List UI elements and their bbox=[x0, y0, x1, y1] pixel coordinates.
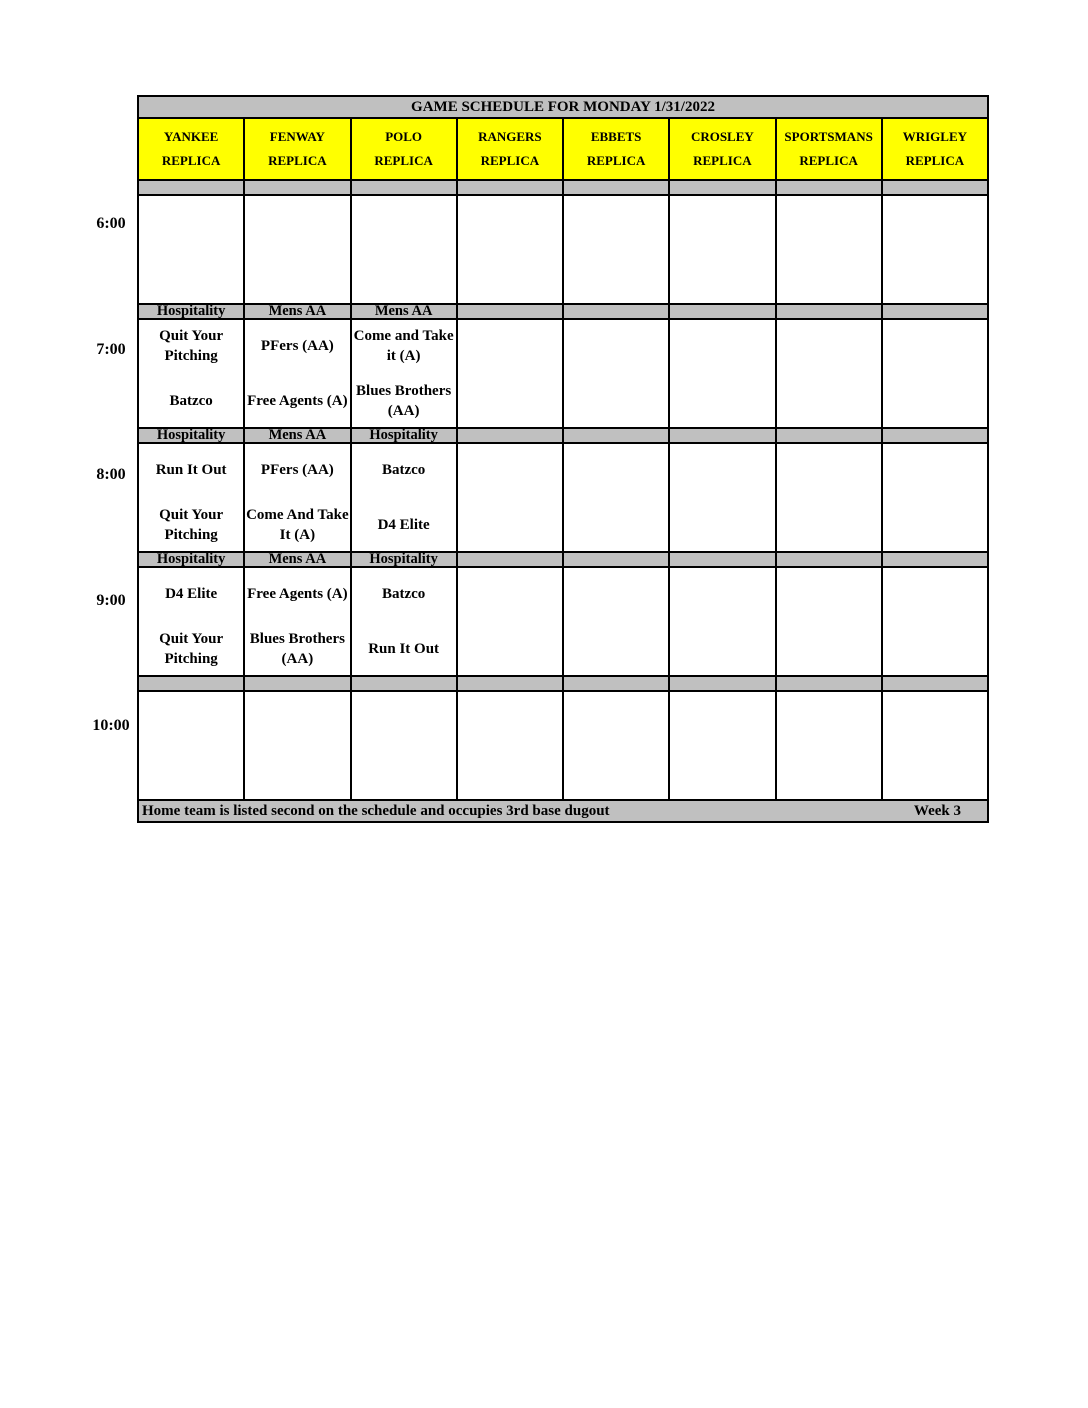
field-name: POLO bbox=[385, 129, 423, 144]
game-cell bbox=[669, 443, 775, 552]
league-label bbox=[776, 304, 882, 319]
game-cell bbox=[457, 443, 563, 552]
footer-note: Home team is listed second on the schedule and occupies 3rd base dugout bbox=[142, 803, 610, 819]
away-team: Free Agents (A) bbox=[247, 586, 348, 602]
home-team: Free Agents (A) bbox=[247, 393, 348, 409]
time-label: 10:00 bbox=[92, 717, 130, 734]
field-header bbox=[457, 118, 563, 180]
game-cell bbox=[138, 567, 244, 676]
field-header bbox=[882, 118, 988, 180]
game-cell bbox=[563, 195, 669, 304]
field-name: FENWAY bbox=[269, 129, 325, 144]
field-type: REPLICA bbox=[268, 153, 327, 168]
game-cell bbox=[457, 567, 563, 676]
game-cell bbox=[351, 319, 457, 428]
time-slot-row bbox=[138, 195, 988, 304]
game-cell bbox=[776, 195, 882, 304]
league-label bbox=[244, 676, 350, 691]
league-label bbox=[669, 304, 775, 319]
time-label: 9:00 bbox=[96, 592, 126, 609]
game-cell bbox=[563, 567, 669, 676]
home-team: Batzco bbox=[169, 393, 213, 409]
home-team: Quit Your Pitching bbox=[159, 631, 224, 667]
away-team: Batzco bbox=[381, 462, 426, 478]
league-label bbox=[882, 676, 988, 691]
game-cell bbox=[669, 319, 775, 428]
league-label: Hospitality bbox=[138, 552, 244, 567]
league-label bbox=[138, 180, 244, 195]
game-cell bbox=[776, 567, 882, 676]
week-label: Week 3 bbox=[913, 803, 961, 819]
game-cell bbox=[457, 195, 563, 304]
field-type: REPLICA bbox=[480, 153, 540, 168]
field-type: REPLICA bbox=[161, 153, 221, 168]
league-label bbox=[457, 180, 563, 195]
league-label bbox=[669, 428, 775, 443]
league-label bbox=[776, 552, 882, 567]
schedule-table bbox=[137, 95, 989, 823]
footer bbox=[138, 800, 988, 822]
field-type: REPLICA bbox=[586, 153, 646, 168]
game-cell bbox=[457, 319, 563, 428]
game-cell bbox=[244, 195, 350, 304]
field-name: RANGERS bbox=[478, 129, 542, 144]
game-cell bbox=[882, 567, 988, 676]
field-name: SPORTSMANS bbox=[784, 129, 873, 144]
away-team: PFers (AA) bbox=[260, 462, 334, 478]
league-label bbox=[351, 180, 457, 195]
game-cell bbox=[244, 443, 350, 552]
league-label: Mens AA bbox=[244, 428, 350, 443]
schedule-title: GAME SCHEDULE FOR MONDAY 1/31/2022 bbox=[138, 96, 988, 118]
field-header bbox=[669, 118, 775, 180]
game-cell bbox=[138, 195, 244, 304]
home-team: D4 Elite bbox=[377, 517, 430, 533]
time-label: 8:00 bbox=[96, 466, 126, 483]
game-cell bbox=[776, 443, 882, 552]
league-label bbox=[776, 180, 882, 195]
league-label bbox=[138, 676, 244, 691]
field-type: REPLICA bbox=[799, 153, 858, 168]
league-label bbox=[882, 552, 988, 567]
home-team: Blues Brothers (AA) bbox=[249, 631, 345, 667]
league-label bbox=[776, 428, 882, 443]
game-cell bbox=[351, 691, 457, 800]
league-label bbox=[669, 552, 775, 567]
league-label: Hospitality bbox=[351, 428, 457, 443]
game-cell bbox=[244, 567, 350, 676]
away-team: D4 Elite bbox=[165, 586, 218, 602]
game-cell bbox=[669, 567, 775, 676]
field-type: REPLICA bbox=[905, 153, 965, 168]
game-cell bbox=[882, 319, 988, 428]
league-label bbox=[882, 180, 988, 195]
field-header bbox=[776, 118, 882, 180]
field-type: REPLICA bbox=[693, 153, 752, 168]
league-label bbox=[882, 428, 988, 443]
game-cell bbox=[669, 691, 775, 800]
league-label bbox=[563, 180, 669, 195]
away-team: Batzco bbox=[381, 586, 426, 602]
field-header bbox=[244, 118, 350, 180]
field-name: EBBETS bbox=[590, 129, 642, 144]
home-team: Blues Brothers (AA) bbox=[356, 383, 452, 419]
league-label: Mens AA bbox=[244, 552, 350, 567]
game-cell bbox=[138, 319, 244, 428]
league-label bbox=[351, 676, 457, 691]
game-cell bbox=[351, 195, 457, 304]
game-cell bbox=[882, 195, 988, 304]
time-slot-row bbox=[138, 691, 988, 800]
league-label bbox=[669, 180, 775, 195]
league-label: Mens AA bbox=[351, 304, 457, 319]
home-team: Come And Take It (A) bbox=[246, 507, 349, 543]
league-label bbox=[882, 304, 988, 319]
field-name: YANKEE bbox=[163, 129, 219, 144]
time-label: 7:00 bbox=[96, 341, 126, 358]
league-label: Hospitality bbox=[138, 428, 244, 443]
league-label bbox=[776, 676, 882, 691]
game-cell bbox=[457, 691, 563, 800]
game-cell bbox=[138, 443, 244, 552]
league-label bbox=[457, 552, 563, 567]
game-cell bbox=[563, 319, 669, 428]
time-label: 6:00 bbox=[96, 215, 126, 232]
game-cell bbox=[244, 691, 350, 800]
league-label bbox=[669, 676, 775, 691]
field-name: CROSLEY bbox=[690, 129, 754, 144]
field-header bbox=[138, 118, 244, 180]
game-cell bbox=[563, 443, 669, 552]
field-header bbox=[351, 118, 457, 180]
game-cell bbox=[563, 691, 669, 800]
game-cell bbox=[351, 443, 457, 552]
league-label bbox=[563, 552, 669, 567]
field-name: WRIGLEY bbox=[902, 129, 968, 144]
game-cell bbox=[882, 443, 988, 552]
game-cell bbox=[669, 195, 775, 304]
league-label bbox=[457, 304, 563, 319]
league-label bbox=[563, 428, 669, 443]
away-team: Run It Out bbox=[155, 462, 227, 478]
time-slot-row bbox=[138, 567, 988, 676]
time-slot-row bbox=[138, 443, 988, 552]
league-label: Hospitality bbox=[351, 552, 457, 567]
game-cell bbox=[882, 691, 988, 800]
home-team: Quit Your Pitching bbox=[159, 507, 224, 543]
league-label bbox=[563, 676, 669, 691]
time-slot-row bbox=[138, 319, 988, 428]
league-label bbox=[457, 676, 563, 691]
game-cell bbox=[776, 691, 882, 800]
away-team: Come and Take it (A) bbox=[353, 328, 454, 364]
game-cell bbox=[351, 567, 457, 676]
away-team: PFers (AA) bbox=[260, 338, 334, 354]
game-cell bbox=[138, 691, 244, 800]
league-label bbox=[457, 428, 563, 443]
field-header bbox=[563, 118, 669, 180]
league-label bbox=[244, 180, 350, 195]
league-label: Hospitality bbox=[138, 304, 244, 319]
game-cell bbox=[776, 319, 882, 428]
away-team: Quit Your Pitching bbox=[159, 328, 224, 364]
league-label bbox=[563, 304, 669, 319]
league-label: Mens AA bbox=[244, 304, 350, 319]
field-type: REPLICA bbox=[374, 153, 433, 168]
home-team: Run It Out bbox=[368, 641, 440, 657]
game-cell bbox=[244, 319, 350, 428]
